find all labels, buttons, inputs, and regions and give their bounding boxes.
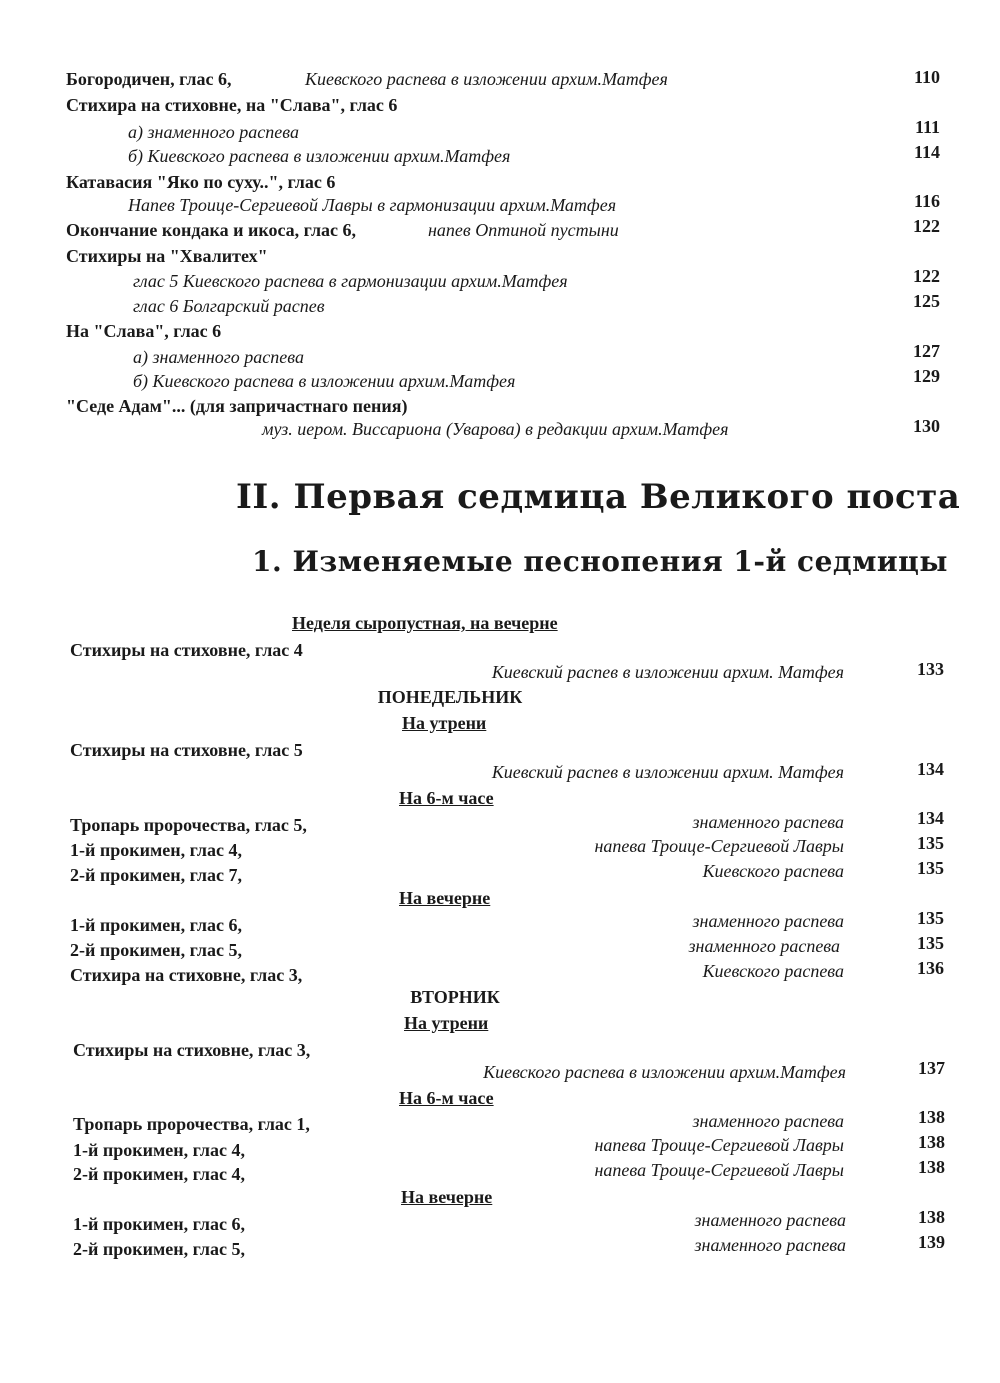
- page-number: 136: [917, 958, 944, 978]
- service-heading: На вечерне: [401, 1187, 493, 1207]
- service-heading: На 6-м часе: [399, 1088, 494, 1108]
- entry-title: Богородичен, глас 6,: [66, 69, 232, 89]
- entry-title: Стихиры на "Хвалитех": [66, 246, 268, 266]
- entry-source: Киевского распева в изложении архим.Матфея: [305, 69, 668, 89]
- entry-source: знаменного распева: [692, 911, 844, 931]
- page-number: 138: [918, 1207, 945, 1227]
- entry-source: Напев Троице-Сергиевой Лавры в гармонизации архим.Матфея: [128, 195, 617, 215]
- entry-title: Стихира на стиховне, на "Слава", глас 6: [66, 95, 398, 115]
- entry-title: "Седе Адам"... (для запричастнаго пения): [66, 396, 408, 416]
- entry-source: б) Киевского распева в изложении архим.Матфея: [133, 371, 516, 391]
- entry-source: напева Троице-Сергиевой Лавры: [594, 836, 844, 856]
- page-number: 135: [917, 908, 944, 928]
- entry-title: 2-й прокимен, глас 4,: [73, 1164, 245, 1184]
- page-number: 135: [917, 858, 944, 878]
- service-heading: На вечерне: [399, 888, 491, 908]
- entry-title: 1-й прокимен, глас 6,: [73, 1214, 245, 1234]
- page-number: 134: [917, 808, 944, 828]
- entry-title: 2-й прокимен, глас 7,: [70, 865, 242, 885]
- entry-source: Киевского распева в изложении архим.Матфея: [483, 1062, 846, 1082]
- entry-source: Киевского распева: [702, 861, 844, 881]
- entry-source: знаменного распева: [688, 936, 840, 956]
- entry-title: Стихира на стиховне, глас 3,: [70, 965, 303, 985]
- entry-source: глас 5 Киевского распева в гармонизации архим.Матфея: [133, 271, 568, 291]
- entry-source: глас 6 Болгарский распев: [133, 296, 325, 316]
- entry-title: 2-й прокимен, глас 5,: [70, 940, 242, 960]
- entry-title: 2-й прокимен, глас 5,: [73, 1239, 245, 1259]
- entry-source: знаменного распева: [692, 1111, 844, 1131]
- entry-title: 1-й прокимен, глас 6,: [70, 915, 242, 935]
- service-heading: Неделя сыропустная, на вечерне: [292, 613, 558, 633]
- entry-title: Тропарь пророчества, глас 1,: [73, 1114, 310, 1134]
- entry-source: муз. иером. Виссариона (Уварова) в редакции архим.Матфея: [262, 419, 729, 439]
- entry-source: напев Оптиной пустыни: [428, 220, 619, 240]
- page-number: 122: [913, 216, 940, 236]
- service-heading: На утрени: [404, 1013, 489, 1033]
- entry-source: Киевский распев в изложении архим. Матфея: [491, 762, 844, 782]
- entry-source: знаменного распева: [694, 1235, 846, 1255]
- page-number: 138: [918, 1157, 945, 1177]
- entry-source: Киевский распев в изложении архим. Матфея: [491, 662, 844, 682]
- entry-title: Окончание кондака и икоса, глас 6,: [66, 220, 357, 240]
- page-number: 138: [918, 1132, 945, 1152]
- day-heading: ПОНЕДЕЛЬНИК: [377, 687, 523, 707]
- entry-source: напева Троице-Сергиевой Лавры: [594, 1160, 844, 1180]
- entry-source: знаменного распева: [694, 1210, 846, 1230]
- entry-source: а) знаменного распева: [133, 347, 304, 367]
- page-number: 139: [918, 1232, 945, 1252]
- page-number: 114: [913, 142, 940, 162]
- entry-title: Катавасия "Яко по суху..", глас 6: [66, 172, 336, 192]
- page-number: 138: [918, 1107, 945, 1127]
- page-number: 137: [918, 1058, 945, 1078]
- page-number: 134: [917, 759, 944, 779]
- page-number: 135: [917, 833, 944, 853]
- page-number: 122: [913, 266, 940, 286]
- entry-source: Киевского распева: [702, 961, 844, 981]
- page-number: 135: [917, 933, 944, 953]
- page-number: 110: [913, 67, 940, 87]
- entry-title: Стихиры на стиховне, глас 5: [70, 740, 303, 760]
- page-number: 129: [913, 366, 940, 386]
- page-number: 111: [914, 117, 940, 137]
- service-heading: На утрени: [402, 713, 487, 733]
- day-heading: ВТОРНИК: [410, 987, 500, 1007]
- entry-source: б) Киевского распева в изложении архим.Матфея: [128, 146, 511, 166]
- section-subtitle: 1. Изменяемые песнопения 1-й седмицы: [252, 545, 948, 578]
- entry-title: Стихиры на стиховне, глас 3,: [73, 1040, 311, 1060]
- entry-source: напева Троице-Сергиевой Лавры: [594, 1135, 844, 1155]
- page-number: 130: [913, 416, 940, 436]
- page-number: 127: [913, 341, 940, 361]
- entry-source: знаменного распева: [692, 812, 844, 832]
- entry-title: На "Слава", глас 6: [66, 321, 222, 341]
- section-title: II. Первая седмица Великого поста: [236, 477, 961, 517]
- entry-title: Тропарь пророчества, глас 5,: [70, 815, 307, 835]
- page-number: 116: [913, 191, 940, 211]
- page-number: 125: [913, 291, 940, 311]
- service-heading: На 6-м часе: [399, 788, 494, 808]
- page-number: 133: [917, 659, 944, 679]
- entry-title: 1-й прокимен, глас 4,: [70, 840, 242, 860]
- entry-source: а) знаменного распева: [128, 122, 299, 142]
- entry-title: 1-й прокимен, глас 4,: [73, 1140, 245, 1160]
- entry-title: Стихиры на стиховне, глас 4: [70, 640, 303, 660]
